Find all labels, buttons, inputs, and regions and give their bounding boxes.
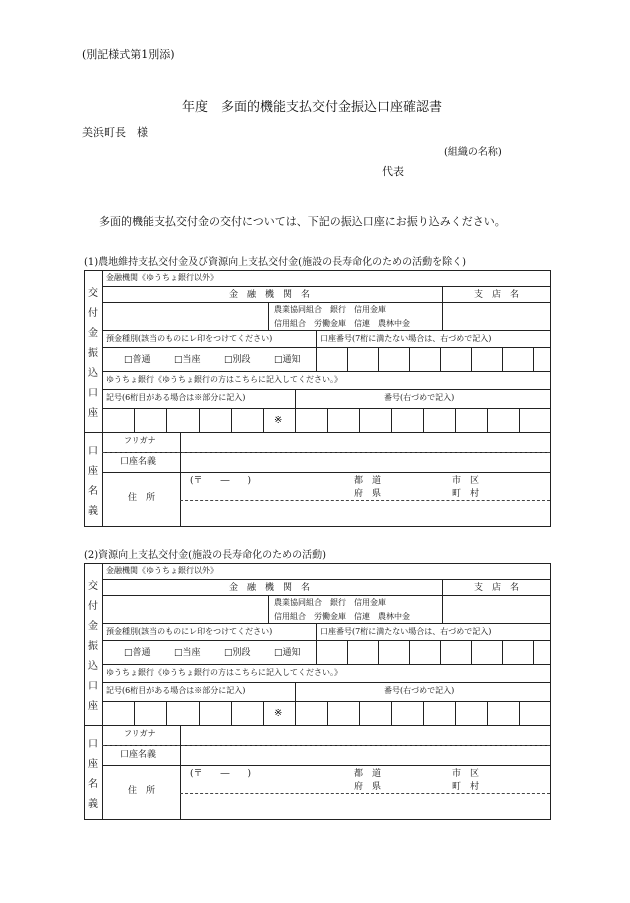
number-label: 番号(右づめで記入) (384, 686, 455, 695)
bank-header: 金融機関《ゆうちょ銀行以外》 (106, 566, 218, 575)
deposit-option-current[interactable]: □当座 (174, 355, 201, 365)
bank-types-line-1: 農業協同組合 銀行 信用金庫 (274, 598, 386, 607)
yucho-header: ゆうちょ銀行《ゆうちょ銀行の方はこちらに記入してください。》 (106, 375, 342, 384)
branch-name-column: 支 店 名 (474, 290, 520, 300)
side-label-account: 交 付 金 振 込 口 座 (88, 288, 98, 419)
furigana-label: フリガナ (124, 436, 156, 445)
addressee: 美浜町長 様 (82, 126, 148, 139)
asterisk-mark: ※ (274, 415, 283, 426)
deposit-type-label: 預金種別(該当のものにレ印をつけてください) (106, 627, 273, 636)
deposit-option-special[interactable]: □別段 (224, 648, 251, 658)
holder-name-label: 口座名義 (120, 750, 157, 760)
to-do-label: 都 道 (354, 769, 382, 779)
bank-types-line-2: 信用組合 労働金庫 信連 農林中金 (274, 612, 410, 621)
furigana-label: フリガナ (124, 729, 156, 738)
symbol-label: 記号(6桁目がある場合は※部分に記入) (106, 686, 246, 695)
bank-name-column: 金 融 機 関 名 (229, 290, 311, 300)
intro-text: 多面的機能支払交付金の交付については、下記の振込口座にお振り込みください。 (99, 215, 506, 228)
representative-label: 代表 (382, 165, 404, 178)
fu-ken-label: 府 県 (354, 782, 382, 792)
deposit-option-ordinary[interactable]: □普通 (124, 355, 151, 365)
account-number-label: 口座番号(7桁に満たない場合は、右づめで記入) (320, 627, 492, 636)
number-label: 番号(右づめで記入) (384, 393, 455, 402)
section-1-form (84, 270, 551, 526)
address-label: 住 所 (128, 786, 156, 796)
symbol-label: 記号(6桁目がある場合は※部分に記入) (106, 393, 246, 402)
bank-header: 金融機関《ゆうちょ銀行以外》 (106, 273, 218, 282)
yucho-header: ゆうちょ銀行《ゆうちょ銀行の方はこちらに記入してください。》 (106, 668, 342, 677)
holder-name-label: 口座名義 (120, 457, 157, 467)
address-label: 住 所 (128, 493, 156, 503)
shi-ku-label: 市 区 (452, 476, 480, 486)
deposit-option-ordinary[interactable]: □普通 (124, 648, 151, 658)
shi-ku-label: 市 区 (452, 769, 480, 779)
bank-types-line-2: 信用組合 労働金庫 信連 農林中金 (274, 319, 410, 328)
postal-code-field[interactable]: (〒 ― ) (190, 476, 252, 486)
side-label-holder: 口 座 名 義 (88, 739, 98, 810)
fu-ken-label: 府 県 (354, 489, 382, 499)
page-title: 年度 多面的機能支払交付金振込口座確認書 (182, 100, 443, 115)
deposit-type-label: 預金種別(該当のものにレ印をつけてください) (106, 334, 273, 343)
to-do-label: 都 道 (354, 476, 382, 486)
bank-types-line-1: 農業協同組合 銀行 信用金庫 (274, 305, 386, 314)
side-label-account: 交 付 金 振 込 口 座 (88, 581, 98, 712)
deposit-option-current[interactable]: □当座 (174, 648, 201, 658)
side-label-holder: 口 座 名 義 (88, 446, 98, 517)
section-2-form (84, 563, 551, 819)
postal-code-field[interactable]: (〒 ― ) (190, 769, 252, 779)
deposit-option-special[interactable]: □別段 (224, 355, 251, 365)
section-1-title: (1)農地維持支払交付金及び資源向上支払交付金(施設の長寿命化のための活動を除く) (84, 257, 466, 268)
cho-son-label: 町 村 (452, 782, 480, 792)
deposit-option-notice[interactable]: □通知 (274, 355, 301, 365)
asterisk-mark: ※ (274, 708, 283, 719)
branch-name-column: 支 店 名 (474, 583, 520, 593)
section-2-title: (2)資源向上支払交付金(施設の長寿命化のための活動) (84, 550, 326, 561)
account-number-label: 口座番号(7桁に満たない場合は、右づめで記入) (320, 334, 492, 343)
org-name-label: (組織の名称) (444, 147, 502, 158)
cho-son-label: 町 村 (452, 489, 480, 499)
form-number: (別記様式第1別添) (82, 48, 175, 61)
bank-name-column: 金 融 機 関 名 (229, 583, 311, 593)
deposit-option-notice[interactable]: □通知 (274, 648, 301, 658)
